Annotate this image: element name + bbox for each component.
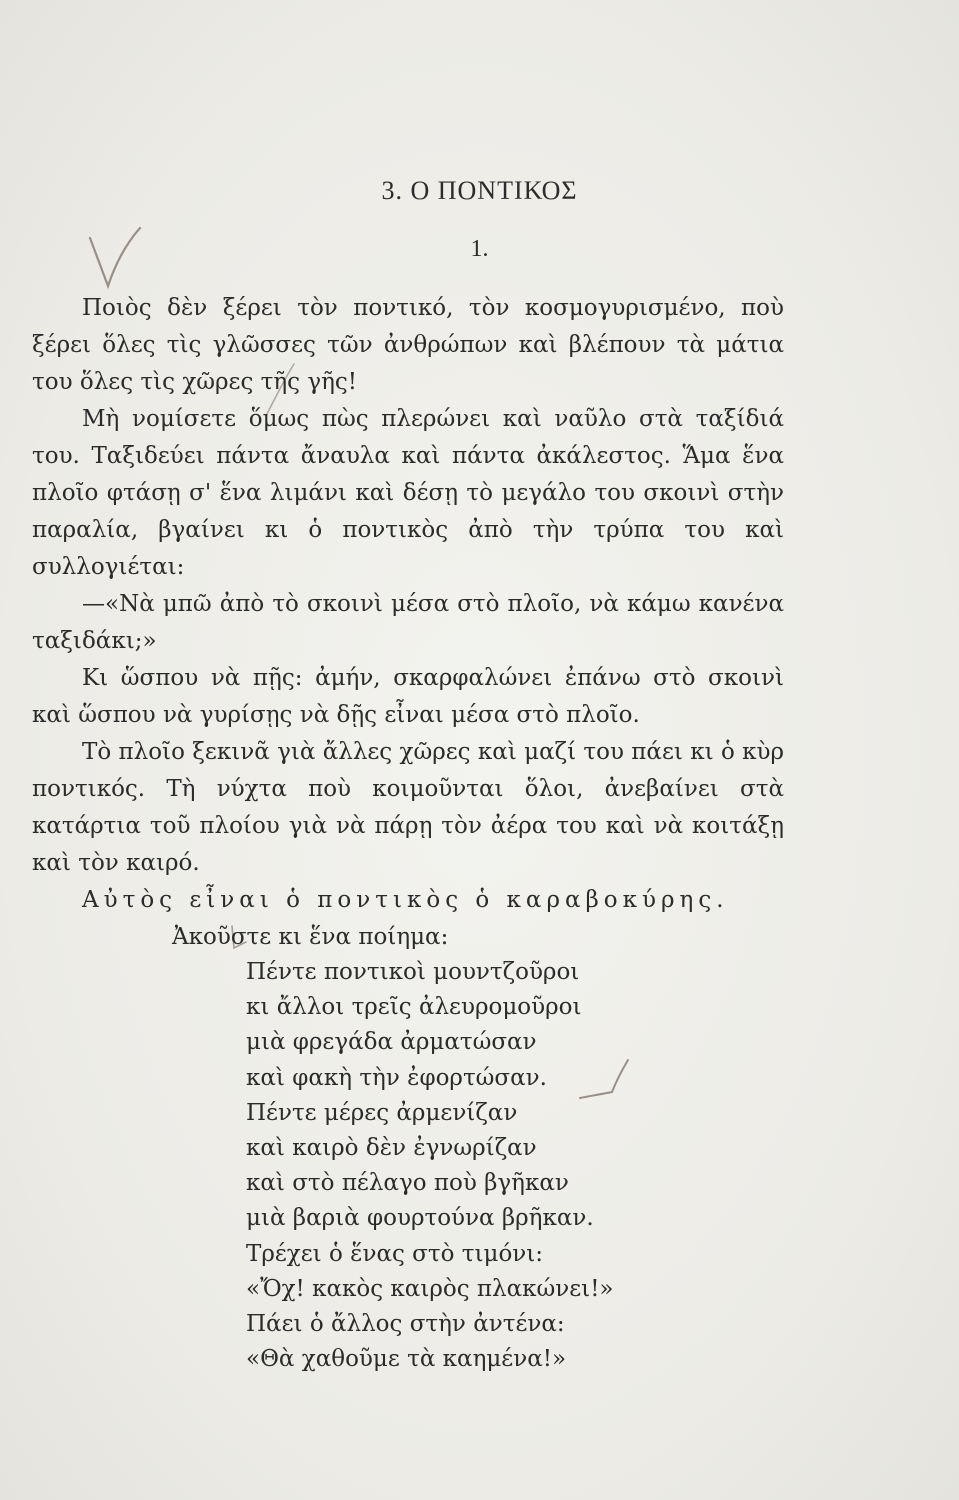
paragraph-4: Κι ὥσπου νὰ πῇς: ἀμήν, σκαρφαλώνει ἐπάνω στὸ σκοινὶ καὶ ὥσπου νὰ γυρίσῃς νὰ δῇς εἶναι μέσα στὸ πλοῖο.	[32, 665, 784, 728]
poem-line: «Θὰ χαθοῦμε τὰ καημένα!»	[246, 1346, 567, 1373]
paragraph-2: Μὴ νομίσετε ὅμως πὼς πλερώνει καὶ ναῦλο στὰ ταξίδιά του. Ταξιδεύει πάντα ἄναυλα καὶ πάντα ἀκάλεστος. Ἅμα ἕνα πλοῖο φτάσῃ σ' ἕνα λιμάνι καὶ δέσῃ τὸ μεγάλο του σκοινὶ στὴν παραλία, βγαίνει κι ὁ ποντικὸς ἀπὸ τὴν τρύπα του καὶ συλλογιέται:	[32, 406, 784, 580]
poem-line: Τρέχει ὁ ἕνας στὸ τιμόνι:	[246, 1240, 544, 1267]
poem-line: καὶ καιρὸ δὲν ἐγνωρίζαν	[246, 1135, 537, 1162]
poem	[246, 955, 766, 1377]
chapter-title: 3. Ο ΠΟΝΤΙΚΟΣ	[381, 176, 578, 205]
section-number: 1.	[470, 236, 489, 262]
prose-body	[32, 290, 784, 956]
poem-line: κι ἄλλοι τρεῖς ἀλευρομοῦροι	[246, 994, 582, 1021]
poem-line: καὶ φακὴ τὴν ἐφορτώσαν.	[246, 1064, 547, 1091]
paragraph-3: —«Νὰ μπῶ ἀπὸ τὸ σκοινὶ μέσα στὸ πλοῖο, νὰ κάμω κανένα ταξιδάκι;»	[32, 591, 784, 654]
poem-line: καὶ στὸ πέλαγο ποὺ βγῆκαν	[246, 1170, 569, 1197]
poem-line: Πάει ὁ ἄλλος στὴν ἀντένα:	[246, 1311, 565, 1338]
karavokyris-line: Αὐτὸς εἶναι ὁ ποντικὸς ὁ καραβοκύρης.	[82, 887, 729, 913]
paragraph-1: Ποιὸς δὲν ξέρει τὸν ποντικό, τὸν κοσμογυρισμένο, ποὺ ξέρει ὅλες τὶς γλῶσσες τῶν ἀνθρώπων καὶ βλέπουν τὰ μάτια του ὅλες τὶς χῶρες τῆς γῆς!	[32, 295, 784, 395]
poem-line: Πέντε μέρες ἀρμενίζαν	[246, 1099, 518, 1126]
paragraph-5: Τὸ πλοῖο ξεκινᾶ γιὰ ἄλλες χῶρες καὶ μαζί του πάει κι ὁ κὺρ ποντικός. Τὴ νύχτα ποὺ κοιμοῦνται ὅλοι, ἀνεβαίνει στὰ κατάρτια τοῦ πλοίου γιὰ νὰ πάρῃ τὸν ἀέρα του καὶ νὰ κοιτάξῃ καὶ τὸν καιρό.	[32, 739, 784, 876]
poem-line: «Ὄχ! κακὸς καιρὸς πλακώνει!»	[246, 1275, 614, 1302]
poem-line: Πέντε ποντικοὶ μουντζοῦροι	[246, 959, 580, 985]
poem-intro: Ἀκοῦστε κι ἕνα ποίημα:	[172, 924, 449, 950]
poem-line: μιὰ βαριὰ φουρτούνα βρῆκαν.	[246, 1205, 594, 1232]
poem-line: μιὰ φρεγάδα ἀρματώσαν	[246, 1029, 537, 1056]
